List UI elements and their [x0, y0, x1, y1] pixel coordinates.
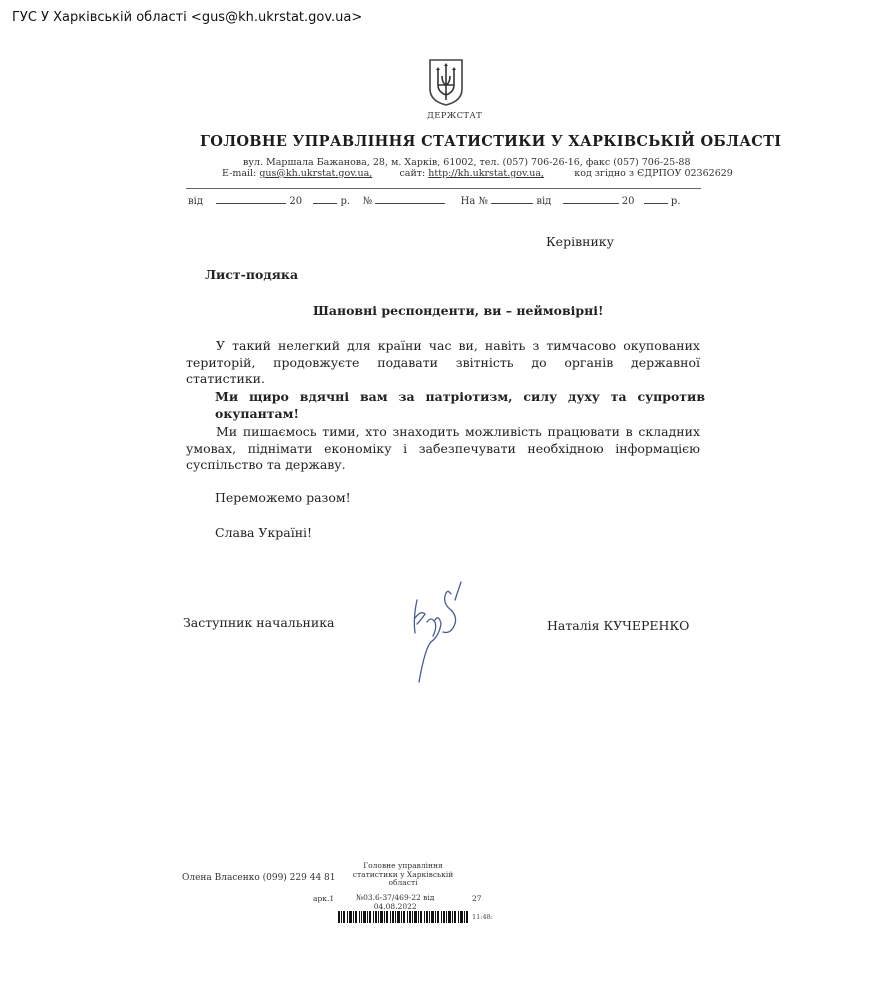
registration-stamp-org: Головне управління статистики у Харківській області — [352, 861, 454, 887]
reply-year-prefix: 20 — [621, 196, 635, 207]
email-sender-header: ГУС У Харківській області <gus@kh.ukrstat.gov.ua> — [12, 10, 363, 25]
agency-short-name: ДЕРЖСТАТ — [427, 111, 483, 121]
registration-number-text: №03.6-37/469-22 від — [356, 893, 435, 902]
letterhead-divider — [186, 188, 701, 189]
body-paragraph-2: Ми щиро вдячні вам за патріотизм, силу духу та супротив окупантам! — [215, 389, 705, 421]
trident-coat-of-arms-icon — [427, 57, 465, 107]
registration-line — [188, 194, 680, 207]
date-from-label: від — [188, 196, 203, 207]
year-prefix: 20 — [289, 196, 303, 207]
email-label: E-mail: — [222, 168, 257, 179]
handwritten-signature — [395, 578, 475, 688]
document-count: 27 — [472, 894, 482, 903]
closing-line-2: Слава Україні! — [215, 525, 313, 540]
number-blank — [375, 194, 445, 204]
organization-contacts — [222, 168, 733, 179]
executor-contact: Олена Власенко (099) 229 44 81 — [182, 873, 336, 883]
site-label: сайт: — [399, 168, 426, 179]
date-blank — [216, 194, 286, 204]
registration-number — [356, 894, 434, 911]
year-suffix: р. — [340, 196, 351, 207]
reply-from-label: від — [536, 196, 552, 207]
number-label: № — [362, 196, 373, 207]
edrpou-code: код згідно з ЄДРПОУ 02362629 — [574, 168, 733, 179]
reply-number-blank — [491, 194, 533, 204]
signatory-name: Наталія КУЧЕРЕНКО — [547, 618, 690, 633]
reply-year-suffix: р. — [670, 196, 681, 207]
barcode-icon — [338, 911, 468, 923]
organization-email-link[interactable]: gus@kh.ukrstat.gov.ua, — [259, 168, 373, 179]
organization-site-link[interactable]: http://kh.ukrstat.gov.ua, — [428, 168, 545, 179]
sheet-number: арк.1 — [313, 894, 335, 903]
greeting-heading: Шановні респонденти, ви – неймовірні! — [313, 303, 604, 318]
barcode-timestamp: 11:48: — [472, 913, 493, 921]
reply-date-blank — [563, 194, 619, 204]
reply-year-blank — [644, 194, 668, 204]
addressee: Керівнику — [546, 234, 614, 249]
signatory-title: Заступник начальника — [183, 615, 335, 630]
document-type: Лист-подяка — [205, 267, 299, 282]
body-paragraph-1: У такий нелегкий для країни час ви, навіть з тимчасово окупованих територій, продовжуєте подавати звітність до органів державної статистики. — [186, 338, 700, 386]
organization-address: вул. Маршала Бажанова, 28, м. Харків, 61002, тел. (057) 706-26-16, факс (057) 706-25-88 — [243, 157, 691, 168]
body-paragraph-3: Ми пишаємось тими, хто знаходить можливість працювати в складних умовах, піднімати економіку і забезпечувати необхідною інформацією суспільство та державу. — [186, 424, 700, 472]
registration-date: 04.08.2022 — [373, 901, 417, 911]
closing-line-1: Переможемо разом! — [215, 490, 351, 505]
reply-number-label: На № — [460, 196, 488, 207]
organization-title: ГОЛОВНЕ УПРАВЛІННЯ СТАТИСТИКИ У ХАРКІВСЬКІЙ ОБЛАСТІ — [200, 133, 782, 150]
year-blank — [313, 194, 337, 204]
